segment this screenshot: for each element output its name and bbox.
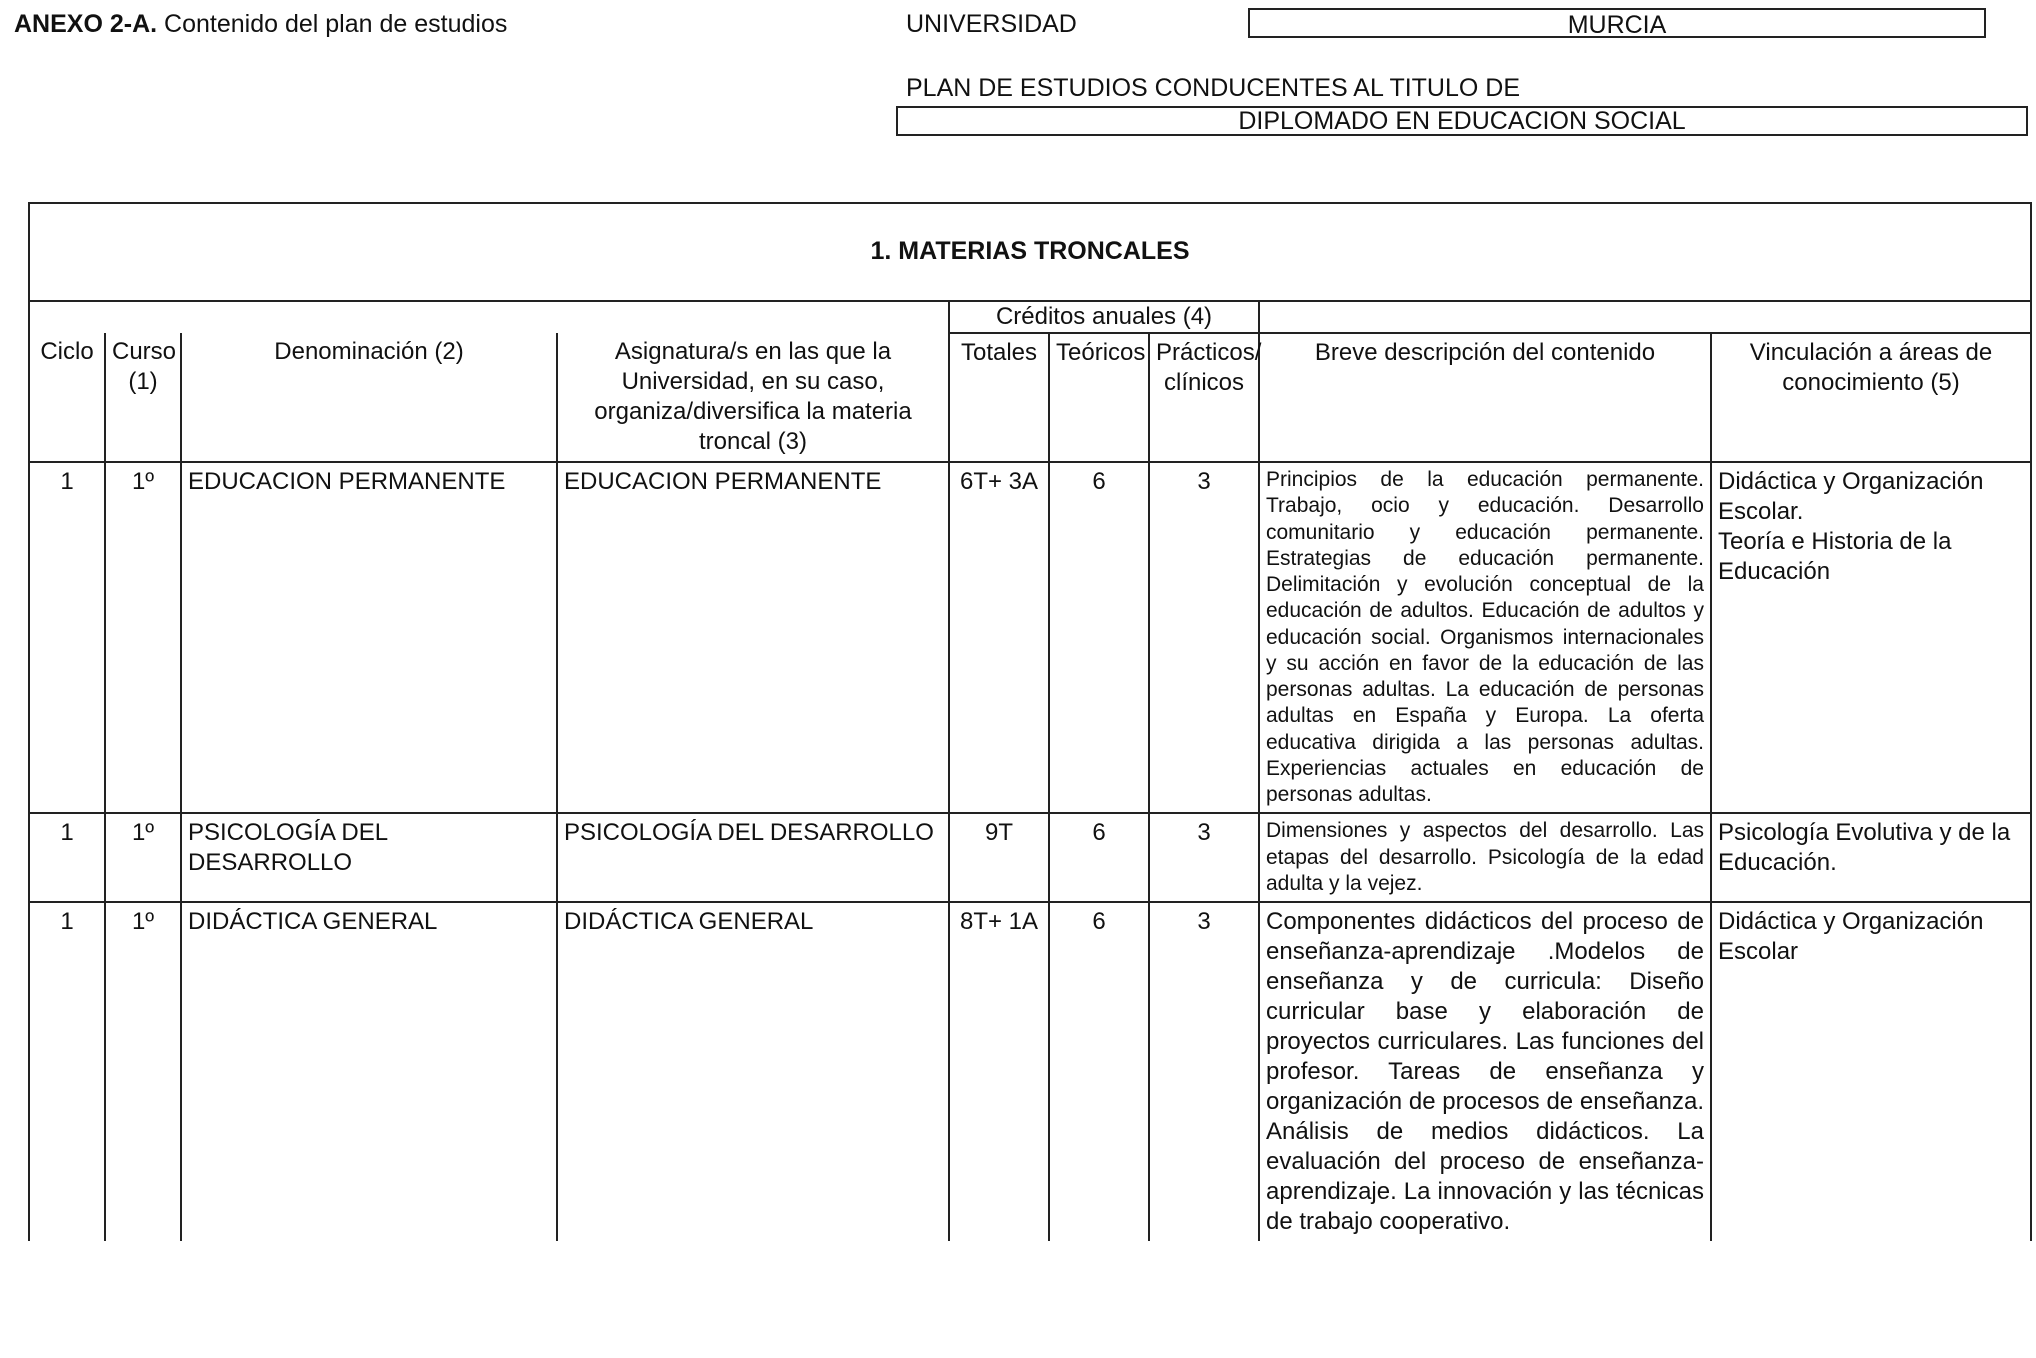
plan-value: DIPLOMADO EN EDUCACION SOCIAL (896, 106, 2028, 136)
vinculacion-area: Didáctica y Organización Escolar. (1718, 468, 1984, 525)
table-row (29, 813, 2031, 902)
section-title: 1. MATERIAS TRONCALES (29, 203, 2031, 301)
row-vinculacion: Psicología Evolutiva y de la Educación. (1711, 813, 2031, 902)
plan-label: PLAN DE ESTUDIOS CONDUCENTES AL TITULO DE (906, 74, 1521, 102)
vinculacion-area: Teoría e Historia de la Educación (1718, 528, 1952, 585)
row-curso: 1º (105, 902, 181, 1241)
row-denominacion: DIDÁCTICA GENERAL (181, 902, 557, 1241)
row-totales: 8T+ 1A (949, 902, 1049, 1241)
header-blank-right (1259, 301, 2031, 333)
col-denominacion: Denominación (2) (181, 333, 557, 462)
row-asignatura: EDUCACION PERMANENTE (557, 462, 949, 813)
row-curso: 1º (105, 462, 181, 813)
university-label: UNIVERSIDAD (906, 10, 1077, 38)
materias-troncales-table (28, 202, 2032, 1241)
university-value: MURCIA (1248, 8, 1986, 38)
header-blank (29, 301, 949, 333)
row-teoricos: 6 (1049, 462, 1149, 813)
annex-title: Contenido del plan de estudios (164, 10, 508, 38)
col-practicos: Prácticos/ clínicos (1149, 333, 1259, 462)
table-row (29, 902, 2031, 1241)
col-totales: Totales (949, 333, 1049, 462)
row-asignatura: PSICOLOGÍA DEL DESARROLLO (557, 813, 949, 902)
row-teoricos: 6 (1049, 813, 1149, 902)
row-teoricos: 6 (1049, 902, 1149, 1241)
col-vinculacion: Vinculación a áreas de conocimiento (5) (1711, 333, 2031, 462)
col-ciclo: Ciclo (29, 333, 105, 462)
row-denominacion: EDUCACION PERMANENTE (181, 462, 557, 813)
row-descripcion: Principios de la educación permanente. Trabajo, ocio y educación. Desarrollo comunitario y educación permanente. Estrategias de educación permanente. Delimitación y evolución conceptual de la educación de adultos. Educación de adultos y educación social. Organismos internacionales y su acción en favor de la educación de las personas adultas. La educación de personas adultas en España y Europa. La oferta educativa dirigida a las personas adultas. Experiencias actuales en educación de personas adultas. (1259, 462, 1711, 813)
row-practicos: 3 (1149, 462, 1259, 813)
row-vinculacion: Didáctica y Organización Escolar (1711, 902, 2031, 1241)
row-practicos: 3 (1149, 813, 1259, 902)
row-descripcion: Componentes didácticos del proceso de enseñanza-aprendizaje .Modelos de enseñanza y de curricula: Diseño curricular base y elaboración de proyectos curriculares. Las funciones del profesor. Tareas de enseñanza y organización de procesos de enseñanza. Análisis de medios didácticos. La evaluación del proceso de enseñanza-aprendizaje. La innovación y las técnicas de trabajo cooperativo. (1259, 902, 1711, 1241)
row-totales: 6T+ 3A (949, 462, 1049, 813)
row-descripcion: Dimensiones y aspectos del desarrollo. Las etapas del desarrollo. Psicología de la edad adulta y la vejez. (1259, 813, 1711, 902)
annex-label: ANEXO 2-A. (14, 10, 158, 38)
col-asignatura: Asignatura/s en las que la Universidad, en su caso, organiza/diversifica la materia troncal (3) (557, 333, 949, 462)
col-curso: Curso (1) (105, 333, 181, 462)
creditos-header: Créditos anuales (4) (949, 301, 1259, 333)
annex-heading (14, 10, 507, 39)
col-descripcion: Breve descripción del contenido (1259, 333, 1711, 462)
row-asignatura: DIDÁCTICA GENERAL (557, 902, 949, 1241)
table-row (29, 462, 2031, 813)
row-ciclo: 1 (29, 462, 105, 813)
row-totales: 9T (949, 813, 1049, 902)
row-ciclo: 1 (29, 902, 105, 1241)
row-denominacion: PSICOLOGÍA DEL DESARROLLO (181, 813, 557, 902)
col-teoricos: Teóricos (1049, 333, 1149, 462)
row-practicos: 3 (1149, 902, 1259, 1241)
row-curso: 1º (105, 813, 181, 902)
row-vinculacion (1711, 462, 2031, 813)
row-ciclo: 1 (29, 813, 105, 902)
